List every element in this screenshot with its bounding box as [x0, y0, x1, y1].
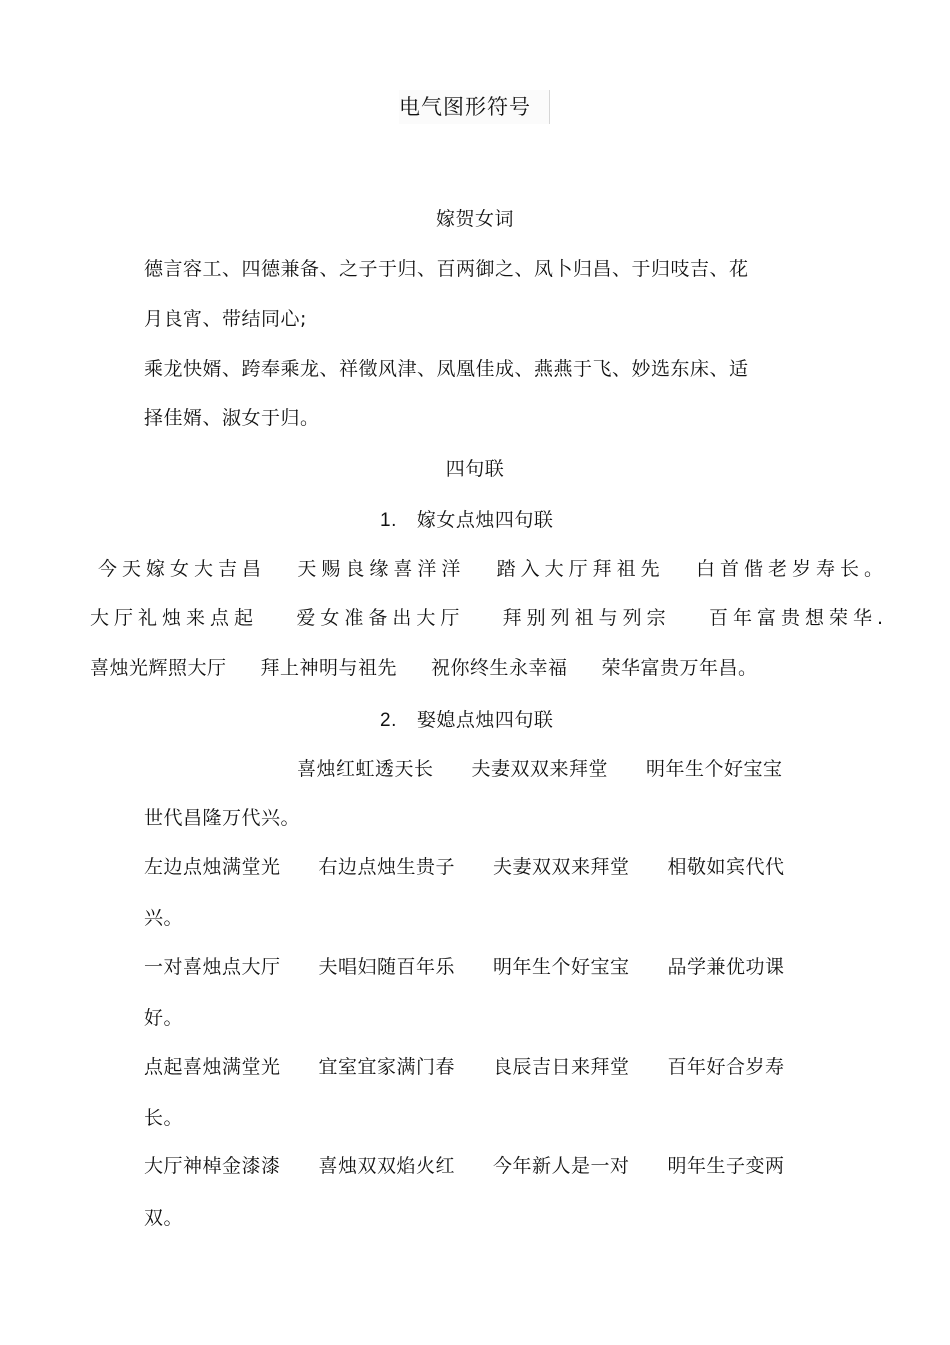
subheading-title: 娶媳点烛四句联: [416, 709, 554, 731]
verse-row: [144, 1053, 785, 1081]
verse-phrase: 祝你终生永幸福: [431, 657, 568, 679]
verse-row: [297, 755, 783, 783]
verse-phrase: 今年新人是一对: [493, 1155, 630, 1177]
paragraph-line: 月良宵、带结同心;: [144, 308, 307, 330]
verse-row: [98, 555, 888, 583]
verse-continuation: 长。: [144, 1107, 184, 1129]
subheading-groom-candle: [380, 706, 553, 735]
verse-phrase: 明年生个好宝宝: [493, 956, 630, 978]
verse-phrase: 今天嫁女大吉昌: [98, 558, 267, 580]
verse-phrase: 喜烛双双焰火红: [318, 1155, 456, 1177]
verse-phrase: 明年生子变两: [667, 1155, 785, 1177]
verse-continuation: 兴。: [144, 907, 184, 929]
section-heading-marriage-words: 嫁贺女词: [435, 208, 514, 230]
verse-phrase: 喜烛红虹透天长: [297, 758, 434, 780]
paragraph-line: 择佳婿、淑女于归。: [144, 407, 320, 429]
verse-phrase: 大厅神棹金漆漆: [144, 1155, 281, 1177]
verse-continuation: 世代昌隆万代兴。: [144, 807, 301, 829]
verse-row: [144, 953, 785, 981]
verse-phrase: 爱女准备出大厅: [296, 607, 465, 629]
subheading-title: 嫁女点烛四句联: [416, 509, 554, 531]
page-title: 电气图形符号: [399, 90, 550, 124]
subheading-number: 2.: [380, 710, 397, 731]
verse-phrase: 相敬如宾代代: [667, 856, 785, 878]
verse-phrase: 大厅礼烛来点起: [90, 607, 259, 629]
verse-phrase: 良辰吉日来拜堂: [493, 1056, 630, 1078]
verse-phrase: 百年富贵想荣华.: [708, 607, 888, 629]
verse-phrase: 左边点烛满堂光: [144, 856, 281, 878]
verse-phrase: 夫妻双双来拜堂: [471, 758, 609, 780]
paragraph-line: 乘龙快婿、跨奉乘龙、祥徵风津、凤凰佳成、燕燕于飞、妙选东床、适: [144, 358, 749, 380]
verse-phrase: 百年好合岁寿: [667, 1056, 785, 1078]
verse-phrase: 夫妻双双来拜堂: [493, 856, 630, 878]
verse-phrase: 宜室宜家满门春: [318, 1056, 456, 1078]
verse-phrase: 白首偕老岁寿长。: [695, 558, 888, 580]
subheading-bride-candle: [380, 506, 553, 535]
paragraph-line: 德言容工、四德兼备、之子于归、百两御之、凤卜归昌、于归吱吉、花: [144, 258, 749, 280]
verse-row: [144, 853, 785, 881]
verse-row: [90, 654, 758, 682]
subheading-number: 1.: [380, 510, 397, 531]
verse-phrase: 踏入大厅拜祖先: [496, 558, 665, 580]
verse-phrase: 明年生个好宝宝: [646, 758, 783, 780]
verse-row: [90, 604, 888, 632]
verse-continuation: 好。: [144, 1007, 184, 1029]
verse-phrase: 荣华富贵万年昌。: [601, 657, 758, 679]
verse-phrase: 一对喜烛点大厅: [144, 956, 281, 978]
verse-row: [144, 1152, 785, 1180]
section-heading-couplets: 四句联: [445, 458, 505, 480]
verse-phrase: 右边点烛生贵子: [318, 856, 456, 878]
verse-continuation: 双。: [144, 1207, 184, 1229]
verse-phrase: 点起喜烛满堂光: [144, 1056, 281, 1078]
verse-phrase: 夫唱妇随百年乐: [318, 956, 456, 978]
verse-phrase: 喜烛光辉照大厅: [90, 657, 227, 679]
verse-phrase: 品学兼优功课: [667, 956, 785, 978]
verse-phrase: 拜别列祖与列宗: [502, 607, 671, 629]
verse-phrase: 拜上神明与祖先: [260, 657, 398, 679]
verse-phrase: 天赐良缘喜洋洋: [297, 558, 466, 580]
